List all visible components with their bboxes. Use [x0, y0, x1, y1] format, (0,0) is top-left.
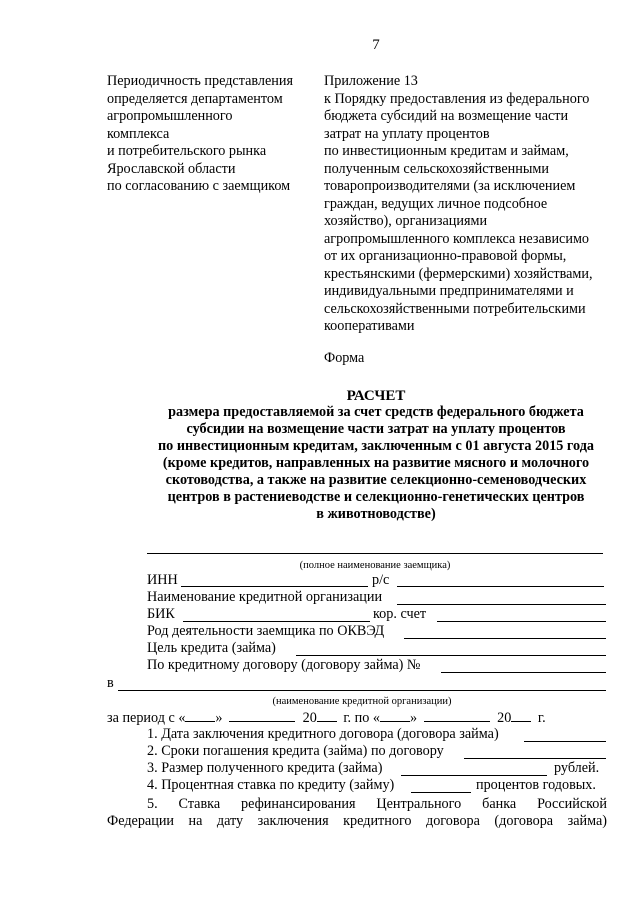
periodicity-line: Ярославской области — [107, 160, 236, 177]
appendix-line: затрат на уплату процентов — [324, 125, 490, 142]
form-label: Форма — [324, 350, 365, 366]
period-quote-close: » — [215, 710, 223, 726]
credit-org-name-field[interactable] — [118, 690, 606, 691]
document-subtitle — [0, 404, 640, 523]
page-number: 7 — [372, 37, 380, 53]
appendix-line: полученным сельскохозяйственными — [324, 160, 549, 177]
period-to-label: г. по « — [343, 710, 380, 726]
subtitle-line: по инвестиционным кредитам, заключенным с 01 августа 2015 года — [158, 438, 594, 454]
item-5-line-1 — [147, 796, 607, 813]
borrower-name-caption: (полное наименование заемщика) — [299, 560, 451, 571]
appendix-line: от их организационно-правовой формы, — [324, 248, 567, 264]
item-5-line-2 — [107, 813, 607, 830]
item-2-label: 2. Сроки погашения кредита (займа) по договору — [147, 743, 444, 759]
appendix-line: хозяйство), организациями — [324, 213, 488, 229]
period-start-year-field[interactable] — [317, 709, 337, 722]
purpose-field[interactable] — [296, 655, 606, 656]
period-end-month-field[interactable] — [424, 709, 490, 722]
periodicity-line: Периодичность представления — [107, 73, 293, 89]
appendix-line: кооперативами — [324, 318, 415, 334]
purpose-label: Цель кредита (займа) — [147, 640, 276, 656]
subtitle-line: скотоводства, а также на развитие селекционно-семеноводческих — [165, 472, 587, 488]
contract-label: По кредитному договору (договору займа) № — [147, 657, 421, 673]
repayment-terms-field[interactable] — [464, 758, 606, 759]
period-line — [107, 709, 546, 727]
item-3-label: 3. Размер полученного кредита (займа) — [147, 760, 383, 776]
periodicity-line: и потребительского рынка — [107, 143, 267, 159]
borrower-name-field[interactable] — [147, 553, 603, 554]
item-4-unit: процентов годовых. — [476, 777, 596, 793]
inn-label: ИНН — [147, 572, 178, 588]
interest-rate-field[interactable] — [411, 792, 471, 793]
period-quote-close-2: » — [409, 710, 418, 726]
corr-account-label: кор. счет — [373, 606, 427, 622]
period-end-year-prefix: 20 — [497, 710, 512, 726]
account-field[interactable] — [397, 586, 604, 587]
appendix-line: граждан, ведущих личное подсобное — [324, 195, 548, 212]
inn-field[interactable] — [181, 586, 368, 587]
item-3-unit: рублей. — [554, 760, 600, 776]
subtitle-line: (кроме кредитов, направленных на развитие мясного и молочного — [162, 455, 590, 471]
period-prefix: за период с « — [107, 710, 186, 726]
period-end-day-field[interactable] — [380, 709, 410, 722]
contract-number-field[interactable] — [441, 672, 606, 673]
item-4-label: 4. Процентная ставка по кредиту (займу) — [147, 777, 395, 793]
account-label: р/с — [372, 572, 390, 588]
in-label: в — [107, 675, 114, 691]
bik-field[interactable] — [183, 621, 370, 622]
item-5-text-2: Федерации на дату заключения кредитного договора (договора займа) — [107, 813, 607, 829]
period-end-year-field[interactable] — [511, 709, 531, 722]
credit-org-label: Наименование кредитной организации — [147, 589, 383, 605]
appendix-header — [324, 73, 593, 336]
appendix-line: сельскохозяйственными потребительскими — [324, 300, 586, 317]
periodicity-line: агропромышленного — [107, 108, 233, 124]
periodicity-line: по согласованию с заемщиком — [107, 178, 291, 194]
document-title: РАСЧЕТ — [346, 388, 406, 404]
appendix-line: крестьянскими (фермерскими) хозяйствами, — [324, 265, 593, 282]
subtitle-line: размера предоставляемой за счет средств федерального бюджета — [168, 404, 584, 420]
item-1-label: 1. Дата заключения кредитного договора (договора займа) — [147, 726, 499, 742]
okved-field[interactable] — [404, 638, 606, 639]
period-start-day-field[interactable] — [185, 709, 215, 722]
contract-date-field[interactable] — [524, 741, 606, 742]
appendix-line: товаропроизводителями (за исключением — [324, 178, 576, 194]
bik-label: БИК — [147, 606, 175, 622]
periodicity-line: комплекса — [107, 125, 170, 142]
appendix-line: агропромышленного комплекса независимо — [324, 230, 590, 247]
item-5-text-1: 5. Ставка рефинансирования Центрального банка Российской — [147, 796, 607, 812]
periodicity-line: определяется департаментом — [107, 90, 283, 107]
periodicity-note — [107, 73, 293, 196]
subtitle-line: субсидии на возмещение части затрат на уплату процентов — [186, 421, 566, 437]
appendix-line: индивидуальными предпринимателями и — [324, 283, 574, 299]
appendix-line: по инвестиционным кредитам и займам, — [324, 143, 569, 159]
appendix-line: бюджета субсидий на возмещение части — [324, 108, 569, 124]
subtitle-line: центров в растениеводстве и селекционно-генетических центров — [167, 489, 585, 505]
okved-label: Род деятельности заемщика по ОКВЭД — [147, 623, 385, 639]
appendix-line: к Порядку предоставления из федерального — [324, 90, 590, 107]
credit-org-caption: (наименование кредитной организации) — [272, 696, 452, 707]
corr-account-field[interactable] — [437, 621, 606, 622]
appendix-line: Приложение 13 — [324, 73, 418, 89]
subtitle-line: в животноводстве) — [316, 506, 436, 522]
period-year-suffix: г. — [537, 710, 546, 726]
credit-org-field[interactable] — [397, 604, 606, 605]
period-start-month-field[interactable] — [229, 709, 295, 722]
loan-amount-field[interactable] — [401, 775, 547, 776]
period-start-year-prefix: 20 — [302, 710, 317, 726]
